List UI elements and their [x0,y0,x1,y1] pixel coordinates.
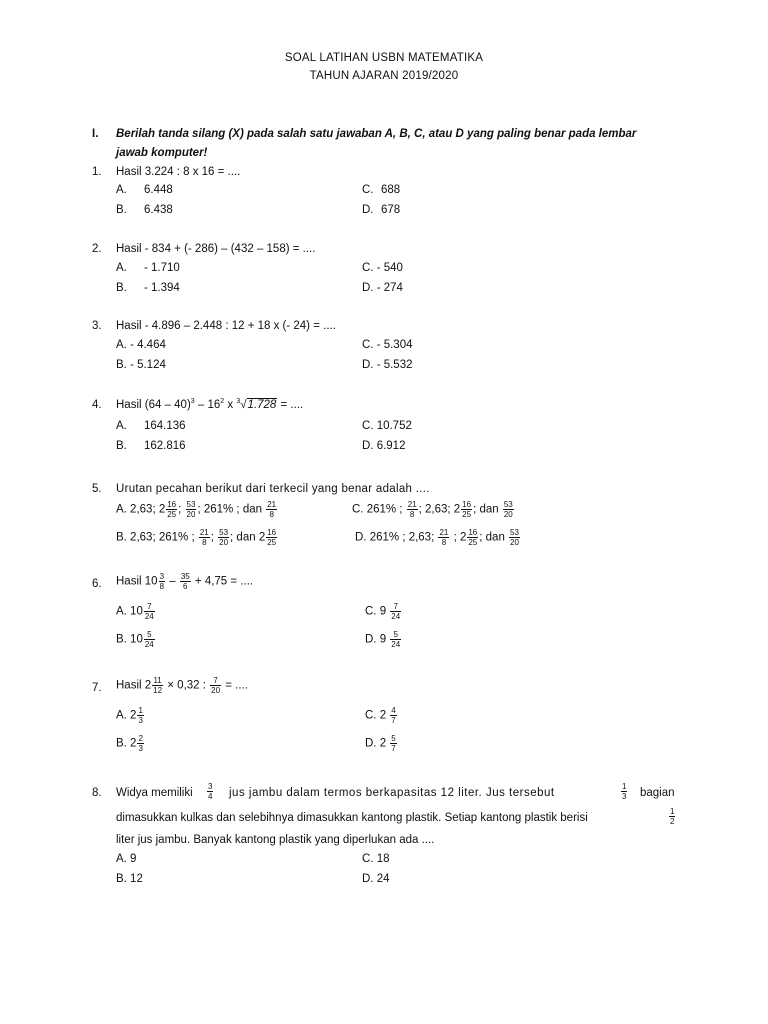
fraction [390,734,396,753]
expression-prefix: Hasil (64 – 40) [116,398,191,411]
option-d: D. 6.912 [362,440,406,452]
fraction [207,782,213,801]
fraction [390,630,401,649]
numerator: 21 [407,500,417,509]
numerator: 35 [180,572,190,581]
option-text: ; dan [479,531,509,544]
denominator: 20 [510,538,519,547]
fraction [210,676,221,695]
fraction [186,500,197,519]
denominator: 24 [144,612,154,621]
instruction-line-1: Berilah tanda silang (X) pada salah satu jawaban A, B, C, atau D yang paling benar pada lembar [116,128,637,140]
numerator: 16 [167,500,177,509]
fraction [137,734,143,753]
fraction [266,500,277,519]
denominator: 6 [183,582,188,591]
denominator: 12 [153,686,163,695]
denominator: 25 [468,538,478,547]
fraction [144,630,155,649]
numerator: 7 [144,602,155,612]
root-index: 3 [236,398,241,405]
option-c [365,602,402,621]
option-d: 678 [381,204,401,216]
question-line-2: dimasukkan kulkas dan selebihnya dimasukkan kantong plastik. Setiap kantong plastik berisi [116,812,588,824]
option-text: A. 2,63; 2 [116,503,166,516]
fraction [144,602,155,621]
option-c: C. 18 [362,853,390,865]
option-b: 162.816 [144,440,186,452]
option-a: A. 2,63; 2 $\frac{16}{25}$ ; $\frac{53}{20}$ ; 261% ; dan $\frac{21}{8}$ [116,500,277,519]
denominator: 7 [391,716,396,725]
fraction [438,528,449,547]
fraction [669,807,675,826]
numerator: 5 [144,630,155,640]
denominator: 20 [211,686,221,695]
denominator: 25 [462,510,472,519]
denominator: 8 [159,582,165,591]
option-d [365,630,402,649]
expression-prefix: Hasil 10 [116,575,158,588]
fraction [152,676,163,695]
question-number: 8. [92,787,102,799]
numerator: 5 [391,734,396,743]
numerator: 53 [510,528,519,537]
option-b [116,630,156,649]
option-b: B. 12 [116,873,143,885]
option-a [116,706,145,725]
option-a: A. - 4.464 [116,339,166,351]
option-c: C. 10.752 [362,420,412,432]
numerator: 21 [199,528,209,537]
numerator: 3 [159,572,165,581]
school-year: TAHUN AJARAN 2019/2020 [309,70,459,82]
denominator: 25 [167,510,177,519]
option-text: ; dan [473,503,502,516]
option-b: 6.438 [144,204,173,216]
numerator: 7 [210,676,221,686]
denominator: 2 [670,817,675,826]
fraction [266,528,277,547]
option-d [355,528,521,547]
question-number: 3. [92,320,102,332]
numerator: 1 [670,807,675,816]
numerator: 53 [186,500,196,509]
option-text: B. 10 [116,633,143,646]
option-c [365,706,398,725]
question-text: Hasil - 4.896 – 2.448 : 12 + 18 x (- 24) = .... [116,320,336,332]
option-a-label: A. [116,262,127,274]
numerator: 1 [138,706,143,715]
fraction [407,500,418,519]
option-b: B. 2,63; 261% ; $\frac{21}{8}$ ; $\frac{53}{20}$ ; dan 2 $\frac{16}{25}$ [116,528,277,547]
option-d: D. 24 [362,873,390,885]
question-number: 4. [92,399,102,411]
numerator: 1 [622,782,627,791]
numerator: 21 [439,528,449,537]
option-a: 6.448 [144,184,173,196]
option-c-label: C. [362,184,374,196]
question-text [116,676,248,695]
numerator: 16 [462,500,472,509]
option-text: A. 10 [116,605,143,618]
question-number: 6. [92,578,102,590]
fraction [199,528,210,547]
question-text: Hasil - 834 + (- 286) – (432 – 158) = .... [116,243,316,255]
denominator: 8 [202,538,207,547]
expression-prefix: Hasil 2 [116,679,152,692]
numerator: 5 [390,630,401,640]
fraction [461,500,472,519]
option-b-label: B. [116,204,127,216]
fraction [503,500,514,519]
denominator: 8 [409,510,415,519]
numerator: 21 [267,500,277,509]
option-text: C. 2 [365,709,390,722]
expression-mid: × 0,32 : [164,679,210,692]
option-text: ; dan 2 [230,531,266,544]
option-a: A. 9 [116,853,137,865]
fraction [218,528,229,547]
exponent: 2 [220,398,225,405]
option-b [116,734,145,753]
question-line-1-mid: jus jambu dalam termos berkapasitas 12 liter. Jus tersebut [229,787,555,799]
instruction-line-2: jawab komputer! [116,147,208,159]
question-line-3: liter jus jambu. Banyak kantong plastik yang diperlukan ada .... [116,834,435,846]
exam-title: SOAL LATIHAN USBN MATEMATIKA [284,52,484,64]
question-text: Urutan pecahan berikut dari terkecil yang benar adalah .... [116,483,430,495]
expression-suffix: = .... [222,679,248,692]
option-c: C. - 540 [362,262,403,274]
option-a: - 1.710 [144,262,180,274]
fraction [621,782,627,801]
option-b-label: B. [116,282,127,294]
denominator: 24 [144,640,154,649]
option-d [365,734,398,753]
question-line-1-end: bagian [640,787,675,799]
option-text: D. 9 [365,633,390,646]
question-number: 2. [92,243,102,255]
option-text: B. 2,63; 261% ; [116,531,198,544]
option-a-label: A. [116,420,127,432]
section-number: I. [92,128,99,140]
denominator: 3 [138,744,143,753]
fraction [620,782,628,801]
fraction [206,782,214,801]
fraction [180,572,191,591]
option-d-label: D. [362,204,374,216]
option-b: - 1.394 [144,282,180,294]
fraction [668,807,676,826]
expression-mid: – 16 [194,398,221,411]
denominator: 20 [503,510,513,519]
denominator: 8 [441,538,447,547]
option-c: 688 [381,184,401,196]
denominator: 24 [391,640,401,649]
radical-icon: √ [240,398,247,411]
denominator: 4 [208,792,213,801]
question-number: 1. [92,166,102,178]
option-text: D. 261% ; 2,63; [355,531,438,544]
fraction [390,602,401,621]
option-b-label: B. [116,440,127,452]
expression-suffix: + 4,75 = .... [191,575,254,588]
numerator: 2 [138,734,143,743]
option-a: 164.136 [144,420,186,432]
fraction [467,528,478,547]
option-text: A. 2 [116,709,137,722]
numerator: 3 [208,782,213,791]
question-number: 7. [92,682,102,694]
option-text: C. 9 [365,605,390,618]
option-d: D. - 274 [362,282,403,294]
denominator: 3 [622,792,627,801]
option-text: C. 261% ; [352,503,406,516]
denominator: 3 [138,716,143,725]
option-text: D. 2 [365,737,390,750]
option-c [352,500,515,519]
numerator: 16 [267,528,277,537]
question-number: 5. [92,483,102,495]
question-line-1-start: Widya memiliki [116,787,193,799]
option-d: D. - 5.532 [362,359,413,371]
numerator: 53 [219,528,229,537]
numerator: 53 [503,500,513,509]
fraction [137,706,143,725]
root-body: 1.728 [247,398,277,411]
exponent: 3 [190,398,195,405]
option-a [116,602,156,621]
numerator: 4 [391,706,396,715]
option-text: B. 2 [116,737,137,750]
denominator: 20 [219,538,229,547]
option-a-label: A. [116,184,127,196]
option-b: B. - 5.124 [116,359,166,371]
minus-sign: – [166,575,179,588]
option-text: ; 2 [450,531,467,544]
question-text: Hasil 3.224 : 8 x 16 = .... [116,166,241,178]
fraction [159,572,165,591]
fraction [166,500,177,519]
denominator: 7 [391,744,396,753]
fraction [509,528,520,547]
denominator: 25 [267,538,277,547]
denominator: 20 [186,510,196,519]
numerator: 7 [390,602,401,612]
expression-suffix: = .... [277,398,304,411]
fraction [390,706,396,725]
denominator: 8 [269,510,274,519]
numerator: 11 [153,676,162,685]
question-text [116,398,303,411]
option-c: C. - 5.304 [362,339,413,351]
numerator: 16 [468,528,478,537]
times-sign: x [224,398,237,411]
option-text: ; 261% ; dan [197,503,266,516]
denominator: 24 [391,612,401,621]
question-text [116,572,253,591]
option-text: ; 2,63; 2 [418,503,461,516]
